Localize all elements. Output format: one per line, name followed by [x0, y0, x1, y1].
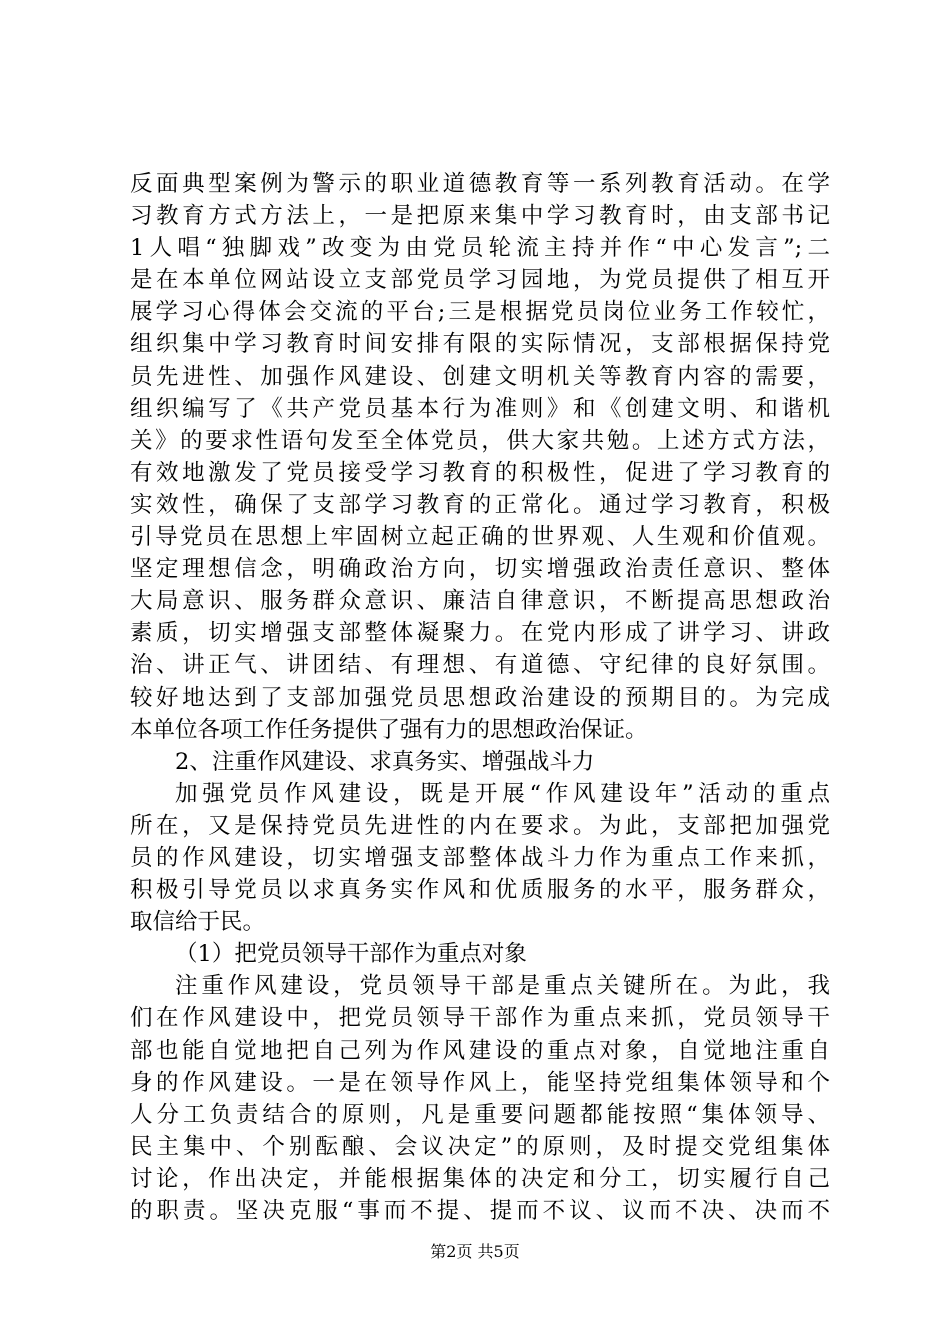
subsection-heading: （1）把党员领导干部作为重点对象	[175, 941, 527, 968]
text-line: 们在作风建设中，把党员领导干部作为重点来抓，党员领导干	[130, 1005, 830, 1032]
text-line: 部也能自觉地把自己列为作风建设的重点对象，自觉地注重自	[130, 1037, 830, 1064]
text-line: 加强党员作风建设，既是开展“作风建设年”活动的重点	[175, 780, 830, 807]
text-line: 组织编写了《共产党员基本行为准则》和《创建文明、和谐机	[130, 395, 830, 422]
text-line: 讨论，作出决定，并能根据集体的决定和分工，切实履行自己	[130, 1165, 830, 1192]
page-number: 第2页 共5页	[430, 1242, 520, 1261]
text-line: 取信给于民。	[130, 909, 266, 936]
text-line: 身的作风建设。一是在领导作风上，能坚持党组集体领导和个	[130, 1069, 830, 1096]
text-line: 员的作风建设，切实增强支部整体战斗力作为重点工作来抓，	[130, 844, 830, 871]
text-line: 积极引导党员以求真务实作风和优质服务的水平，服务群众，	[130, 877, 830, 904]
text-line: 本单位各项工作任务提供了强有力的思想政治保证。	[130, 716, 648, 743]
text-line: 较好地达到了支部加强党员思想政治建设的预期目的。为完成	[130, 684, 830, 711]
text-line: 是在本单位网站设立支部党员学习园地，为党员提供了相互开	[130, 267, 830, 294]
text-line: 注重作风建设，党员领导干部是重点关键所在。为此，我	[175, 973, 830, 1000]
text-line: 所在，又是保持党员先进性的内在要求。为此，支部把加强党	[130, 812, 830, 839]
text-line: 员先进性、加强作风建设、创建文明机关等教育内容的需要，	[130, 363, 830, 390]
text-line: 关》的要求性语句发至全体党员，供大家共勉。上述方式方法，	[130, 427, 830, 454]
text-line: 的职责。坚决克服“事而不提、提而不议、议而不决、决而不	[130, 1198, 830, 1224]
text-line: 坚定理想信念，明确政治方向，切实增强政治责任意识、整体	[130, 556, 830, 583]
text-line: 反面典型案例为警示的职业道德教育等一系列教育活动。在学	[130, 171, 830, 197]
text-line: 民主集中、个别酝酿、会议决定”的原则，及时提交党组集体	[130, 1133, 830, 1160]
text-line: 有效地激发了党员接受学习教育的积极性，促进了学习教育的	[130, 459, 830, 486]
text-line: 素质，切实增强支部整体凝聚力。在党内形成了讲学习、讲政	[130, 620, 830, 647]
text-line: 1人唱“独脚戏”改变为由党员轮流主持并作“中心发言”;二	[130, 235, 830, 262]
text-line: 习教育方式方法上，一是把原来集中学习教育时，由支部书记	[130, 203, 830, 230]
text-line: 大局意识、服务群众意识、廉洁自律意识，不断提高思想政治	[130, 588, 830, 615]
section-heading: 2、注重作风建设、求真务实、增强战斗力	[175, 748, 595, 775]
text-line: 实效性，确保了支部学习教育的正常化。通过学习教育，积极	[130, 491, 830, 518]
text-line: 治、讲正气、讲团结、有理想、有道德、守纪律的良好氛围。	[130, 652, 830, 679]
document-body	[130, 168, 830, 1227]
text-line: 人分工负责结合的原则，凡是重要问题都能按照“集体领导、	[130, 1101, 830, 1128]
text-line: 组织集中学习教育时间安排有限的实际情况，支部根据保持党	[130, 331, 830, 358]
text-line: 引导党员在思想上牢固树立起正确的世界观、人生观和价值观。	[130, 524, 830, 551]
text-line: 展学习心得体会交流的平台;三是根据党员岗位业务工作较忙，	[130, 299, 830, 326]
